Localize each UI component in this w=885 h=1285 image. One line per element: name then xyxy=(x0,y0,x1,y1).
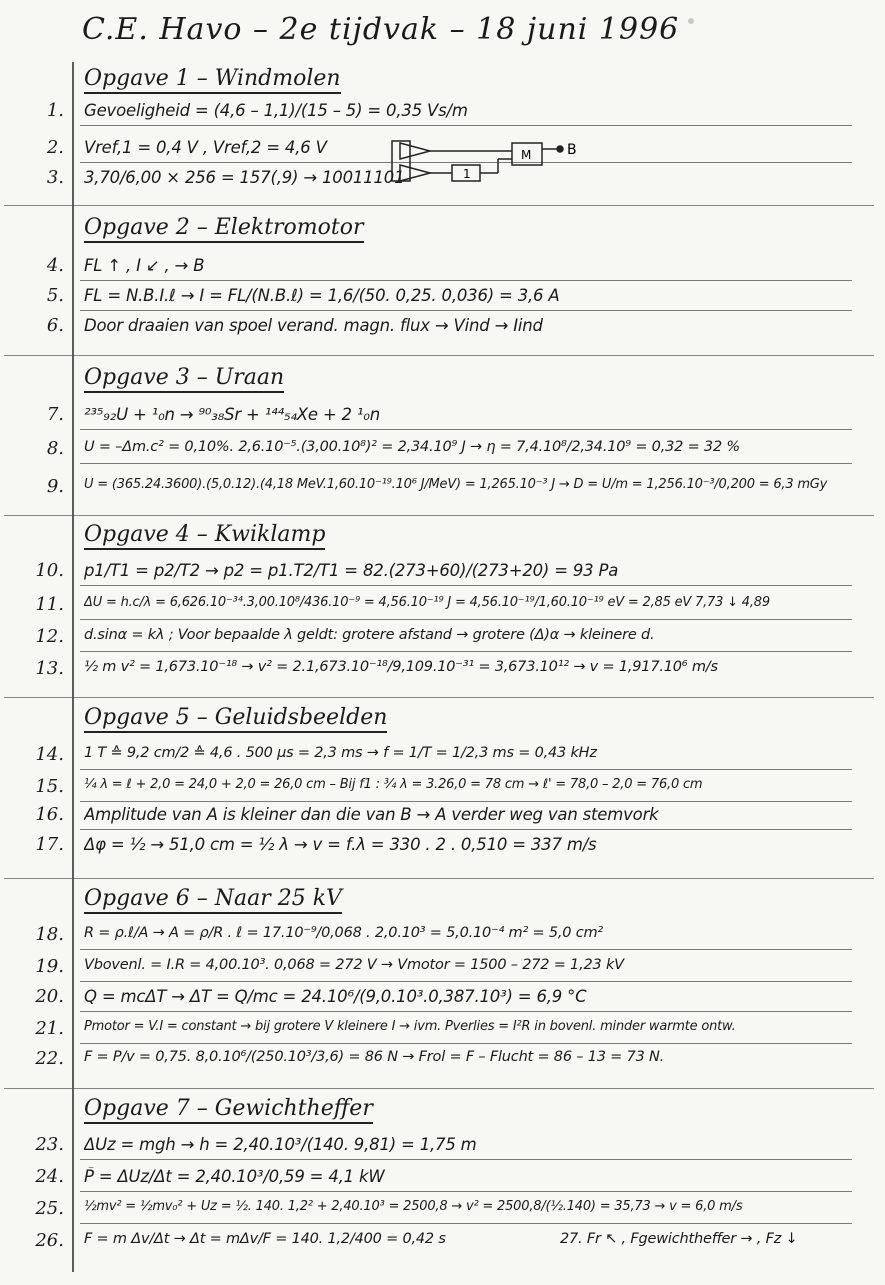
answer-row xyxy=(0,474,870,504)
section-heading-text: Opgave 2 – Elektromotor xyxy=(84,215,364,240)
question-number: 13. xyxy=(35,658,64,679)
answer-text: p1/T1 = p2/T2 → p2 = p1.T2/T1 = 82.(273+60)/(273+20) = 93 Pa xyxy=(84,561,619,580)
memory-label: M xyxy=(521,148,532,162)
answer-row xyxy=(0,624,870,654)
answer-text: ΔU = h.c/λ = 6,626.10⁻³⁴.3,00.10⁸/436.10⁻⁹ = 4,56.10⁻¹⁹ J = 4,56.10⁻¹⁹/1,60.10⁻¹⁹ eV = 2,85 eV 7,73 ↓ 4,89 xyxy=(84,595,770,610)
question-number: 20. xyxy=(35,986,64,1007)
question-number: 9. xyxy=(46,476,64,497)
answer-text: U = (365.24.3600).(5,0.12).(4,18 MeV.1,60.10⁻¹⁹.10⁶ J/MeV) = 1,265.10⁻³ J → D = U/m = 1,256.10⁻³/0,200 = 6,3 mGy xyxy=(84,477,828,492)
answer-text-q27 xyxy=(560,1231,870,1247)
output-label: B xyxy=(567,142,577,158)
section-heading xyxy=(84,705,387,733)
answer-text: F = m Δv/Δt → Δt = mΔv/F = 140. 1,2/400 = 0,42 s xyxy=(84,1231,446,1247)
question-number: 26. xyxy=(35,1230,64,1251)
question-number: 12. xyxy=(35,626,64,647)
comparator-block xyxy=(392,141,410,181)
answer-row xyxy=(0,402,870,432)
answer-row xyxy=(0,984,870,1014)
question-number: 7. xyxy=(46,404,64,425)
answer-text: Vbovenl. = I.R = 4,00.10³. 0,068 = 272 V → Vmotor = 1500 – 272 = 1,23 kV xyxy=(84,957,624,973)
answer-text: ²³⁵₉₂U + ¹₀n → ⁹⁰₃₈Sr + ¹⁴⁴₅₄Xe + 2 ¹₀n xyxy=(84,405,380,424)
section-heading-text: Opgave 1 – Windmolen xyxy=(84,66,341,91)
answer-row xyxy=(0,742,870,772)
invertor-label: 1 xyxy=(463,167,471,181)
answer-text: Vref,1 = 0,4 V , Vref,2 = 4,6 V xyxy=(84,138,327,157)
section-heading xyxy=(84,215,364,243)
answer-text: 3,70/6,00 × 256 = 157(,9) → 10011101 xyxy=(84,168,405,187)
answer-text: R = ρ.ℓ/A → A = ρ/R . ℓ = 17.10⁻⁹/0,068 . 2,0.10³ = 5,0.10⁻⁴ m² = 5,0 cm² xyxy=(84,925,604,941)
answer-text: Pmotor = V.I = constant → bij grotere V kleinere I → ivm. Pverlies = I²R in bovenl. minder warmte ontw. xyxy=(84,1019,736,1034)
answer-text: d.sinα = kλ ; Voor bepaalde λ geldt: grotere afstand → grotere (Δ)α → kleinere d. xyxy=(84,627,655,643)
answer-text: ¼ λ = ℓ + 2,0 = 24,0 + 2,0 = 26,0 cm – Bij f1 : ¾ λ = 3.26,0 = 78 cm → ℓ' = 78,0 – 2,0 = 76,0 cm xyxy=(84,777,703,792)
section-heading-text: Opgave 6 – Naar 25 kV xyxy=(84,886,342,911)
comparator-2-icon xyxy=(400,165,430,181)
question-number: 1. xyxy=(46,100,64,121)
question-number: 8. xyxy=(46,438,64,459)
question-number: 11. xyxy=(35,594,64,615)
question-number: 4. xyxy=(46,255,64,276)
answer-text: FL ↑ , I ↙ , → B xyxy=(84,256,205,275)
logic-circuit-diagram xyxy=(390,135,580,191)
answer-text: Δφ = ½ → 51,0 cm = ½ λ → v = f.λ = 330 . 2 . 0,510 = 337 m/s xyxy=(84,835,597,854)
answer-text: ½mv² = ½mv₀² + Uz = ½. 140. 1,2² + 2,40.10³ = 2500,8 → v² = 2500,8/(½.140) = 35,73 → v = 6,0 m/s xyxy=(84,1199,743,1214)
answer-text: P̄ = ΔUz/Δt = 2,40.10³/0,59 = 4,1 kW xyxy=(84,1167,385,1186)
answer-text: Gevoeligheid = (4,6 – 1,1)/(15 – 5) = 0,35 Vs/m xyxy=(84,101,468,120)
answer-text: 1 T ≙ 9,2 cm/2 ≙ 4,6 . 500 μs = 2,3 ms → f = 1/T = 1/2,3 ms = 0,43 kHz xyxy=(84,745,597,761)
section-heading xyxy=(84,886,342,914)
section-heading xyxy=(84,365,284,393)
section-heading xyxy=(84,66,341,94)
question-number: 3. xyxy=(46,167,64,188)
question-number: 10. xyxy=(35,560,64,581)
section-heading xyxy=(84,1096,373,1124)
answer-text: Q = mcΔT → ΔT = Q/mc = 24.10⁶/(9,0.10³.0,387.10³) = 6,9 °C xyxy=(84,987,587,1006)
answer-text: Amplitude van A is kleiner dan die van B → A verder weg van stemvork xyxy=(84,805,659,824)
answer-row xyxy=(0,98,870,128)
comparator-1-icon xyxy=(400,143,430,159)
answer-text: Door draaien van spoel verand. magn. flux → Vind → Iind xyxy=(84,316,543,335)
question-number: 27. xyxy=(560,1231,583,1247)
section-heading-text: Opgave 5 – Geluidsbeelden xyxy=(84,705,388,730)
question-number: 24. xyxy=(35,1166,64,1187)
question-number: 6. xyxy=(46,315,64,336)
answer-row xyxy=(0,1046,870,1076)
question-number: 22. xyxy=(35,1048,64,1069)
question-number: 5. xyxy=(46,285,64,306)
answer-row xyxy=(0,656,870,686)
answer-row xyxy=(0,253,870,283)
answer-row xyxy=(0,802,870,832)
answer-row xyxy=(0,954,870,984)
paper-speck xyxy=(688,18,694,24)
answer-text: ½ m v² = 1,673.10⁻¹⁸ → v² = 2.1,673.10⁻¹⁸/9,109.10⁻³¹ = 3,673.10¹² → v = 1,917.10⁶ m/s xyxy=(84,659,718,675)
answer-row xyxy=(0,283,870,313)
question-number: 19. xyxy=(35,956,64,977)
page-title: C.E. Havo – 2e tijdvak – 18 juni 1996 xyxy=(82,12,680,47)
question-number: 17. xyxy=(35,834,64,855)
answer-text: Fr ↖ , Fgewichtheffer → , Fz ↓ xyxy=(586,1231,798,1247)
answer-text: FL = N.B.I.ℓ → I = FL/(N.B.ℓ) = 1,6/(50. 0,25. 0,036) = 3,6 A xyxy=(84,286,560,305)
answer-text: F = P/v = 0,75. 8,0.10⁶/(250.10³/3,6) = 86 N → Frol = F – Flucht = 86 – 13 = 73 N. xyxy=(84,1049,665,1065)
question-number: 21. xyxy=(35,1018,64,1039)
section-heading-text: Opgave 4 – Kwiklamp xyxy=(84,522,326,547)
answer-row xyxy=(0,1164,870,1194)
answer-text: ΔUz = mgh → h = 2,40.10³/(140. 9,81) = 1,75 m xyxy=(84,1135,477,1154)
answer-text: U = –Δm.c² = 0,10%. 2,6.10⁻⁵.(3,00.10⁸)² = 2,34.10⁹ J → η = 7,4.10⁸/2,34.10⁹ = 0,32 = 32 % xyxy=(84,439,740,455)
answer-row xyxy=(0,774,870,804)
answer-row xyxy=(0,436,870,466)
answer-row xyxy=(0,313,870,343)
question-number: 2. xyxy=(46,137,64,158)
question-number: 14. xyxy=(35,744,64,765)
answer-row xyxy=(0,832,870,862)
answer-row xyxy=(0,1016,870,1046)
answer-row xyxy=(0,1132,870,1162)
answer-row xyxy=(0,1196,870,1226)
answer-row xyxy=(560,1228,870,1258)
section-heading xyxy=(84,522,325,550)
answer-row xyxy=(0,558,870,588)
question-number: 18. xyxy=(35,924,64,945)
question-number: 15. xyxy=(35,776,64,797)
answer-row xyxy=(0,922,870,952)
section-heading-text: Opgave 7 – Gewichtheffer xyxy=(84,1096,373,1121)
question-number: 16. xyxy=(35,804,64,825)
section-heading-text: Opgave 3 – Uraan xyxy=(84,365,285,390)
question-number: 23. xyxy=(35,1134,64,1155)
answer-row xyxy=(0,592,870,622)
question-number: 25. xyxy=(35,1198,64,1219)
